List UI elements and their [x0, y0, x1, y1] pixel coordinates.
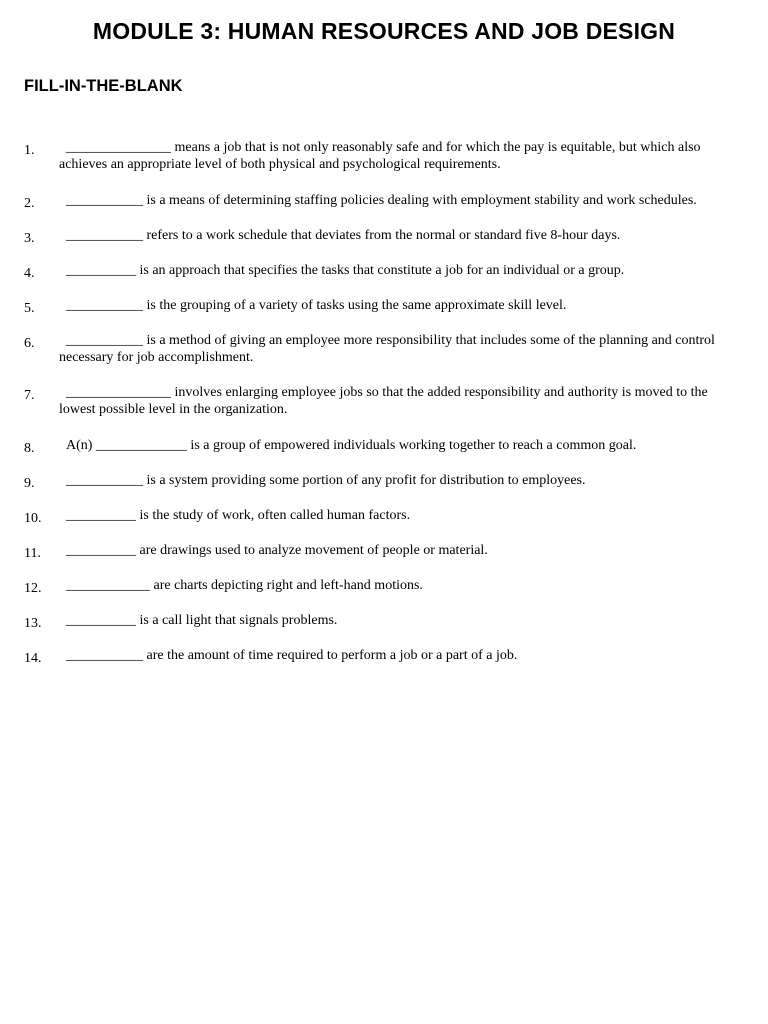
question-text: __________ are drawings used to analyze movement of people or material.: [66, 543, 488, 558]
page-title: MODULE 3: HUMAN RESOURCES AND JOB DESIGN: [92, 18, 676, 44]
question-number: 11.: [24, 546, 41, 561]
question-text: __________ is an approach that specifies the tasks that constitute a job for an individual or a group.: [66, 263, 625, 278]
question-text: ___________ is a means of determining staffing policies dealing with employment stability and work schedules.: [66, 193, 697, 208]
question-number: 10.: [24, 511, 42, 526]
question-number: 8.: [24, 441, 35, 456]
question-text: ___________ refers to a work schedule that deviates from the normal or standard five 8-hour days.: [66, 228, 621, 243]
question-text: ___________ is a system providing some portion of any profit for distribution to employees.: [66, 473, 586, 488]
question-number: 7.: [24, 388, 35, 403]
question-number: 5.: [24, 301, 35, 316]
question-text: ____________ are charts depicting right and left-hand motions.: [66, 578, 423, 593]
question-number: 13.: [24, 616, 42, 631]
question-number: 3.: [24, 231, 35, 246]
question-number: 4.: [24, 266, 35, 281]
question-text: __________ is a call light that signals problems.: [66, 613, 338, 628]
question-text: A(n) _____________ is a group of empowered individuals working together to reach a common goal.: [66, 438, 637, 453]
question-text: __________ is the study of work, often called human factors.: [66, 508, 411, 523]
question-text: ___________ is the grouping of a variety of tasks using the same approximate skill level.: [66, 298, 567, 313]
question-text: _______________ means a job that is not only reasonably safe and for which the pay is equitable, but which also achieves an appropriate level of both physical and psychological requirements.: [59, 140, 701, 172]
question-number: 1.: [24, 143, 35, 158]
question-number: 6.: [24, 336, 35, 351]
section-heading: FILL-IN-THE-BLANK: [24, 77, 183, 95]
question-number: 12.: [24, 581, 42, 596]
question-text: ___________ are the amount of time required to perform a job or a part of a job.: [66, 648, 518, 663]
question-text: _______________ involves enlarging employee jobs so that the added responsibility and authority is moved to the lowest possible level in the organization.: [59, 385, 708, 417]
question-number: 14.: [24, 651, 42, 666]
question-number: 9.: [24, 476, 35, 491]
question-number: 2.: [24, 196, 35, 211]
question-text: ___________ is a method of giving an employee more responsibility that includes some of the planning and control necessary for job accomplishment.: [59, 333, 715, 365]
